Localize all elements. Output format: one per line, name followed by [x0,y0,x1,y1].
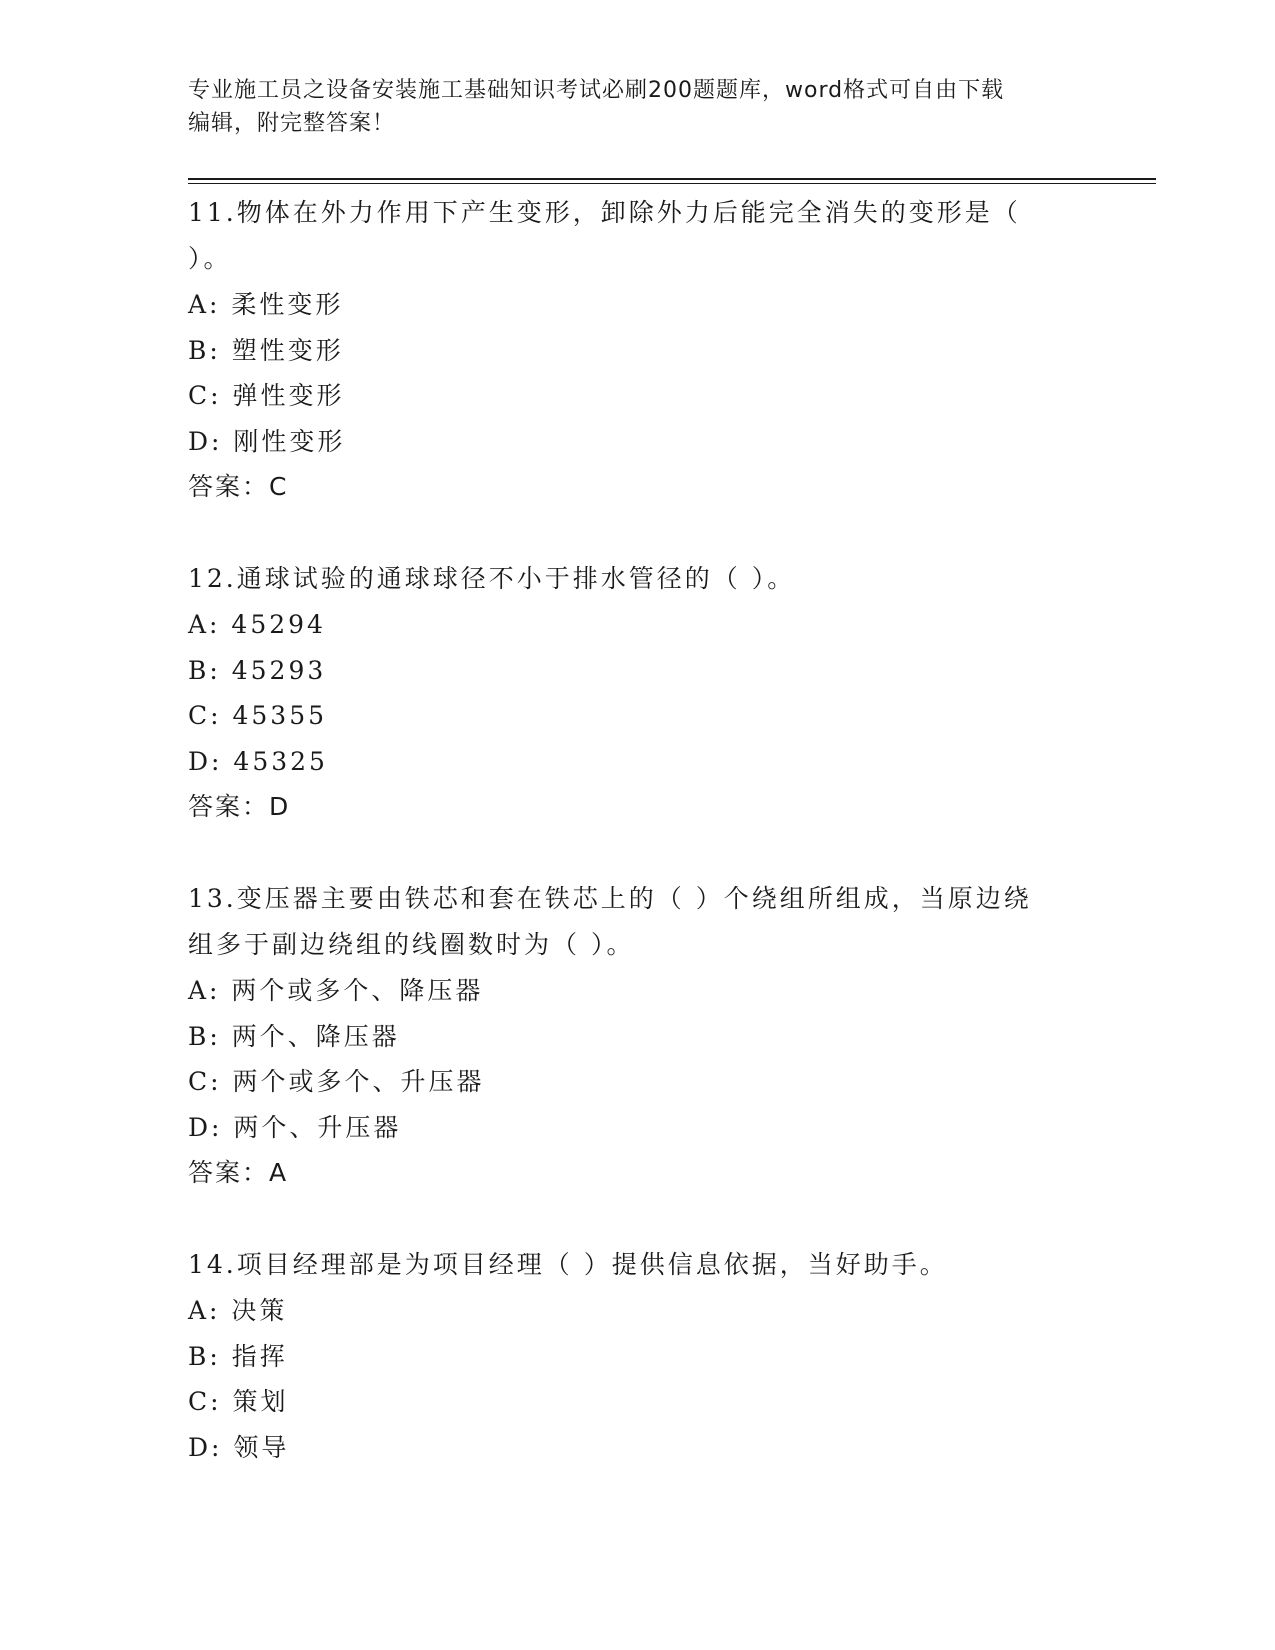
answer: 答案：A [188,1158,289,1187]
question-stem: 11.物体在外力作用下产生变形，卸除外力后能完全消失的变形是（ [188,198,1021,227]
option-b: B: 两个、降压器 [188,1021,400,1051]
option-c: C: 45355 [188,701,328,730]
option-d: D: 两个、升压器 [188,1112,402,1142]
option-b: B: 塑性变形 [188,335,344,365]
option-c: C: 两个或多个、升压器 [188,1067,485,1096]
option-a: A: 45294 [188,610,326,639]
header-line-1: 专业施工员之设备安装施工基础知识考试必刷200题题库，word格式可自由下载 [188,78,1005,103]
question-stem-continued: ）。 [188,244,232,273]
header-divider-thin [188,183,1156,184]
option-c: C: 弹性变形 [188,381,345,410]
option-a: A: 两个或多个、降压器 [188,976,484,1005]
question-stem-continued: 组多于副边绕组的线圈数时为（ ）。 [188,930,635,959]
option-d: D: 刚性变形 [188,426,346,456]
question-11 [188,190,1068,510]
option-a: A: 柔性变形 [188,290,344,319]
option-d: D: 领导 [188,1432,290,1462]
option-c: C: 策划 [188,1387,289,1416]
question-list [188,190,1068,1516]
question-13 [188,876,1068,1196]
question-stem: 13.变压器主要由铁芯和套在铁芯上的（ ）个绕组所组成，当原边绕 [188,884,1032,913]
answer: 答案：D [188,792,291,821]
question-12 [188,556,1068,830]
question-stem: 12.通球试验的通球球径不小于排水管径的（ ）。 [188,564,796,593]
document-header [188,74,1088,140]
option-b: B: 指挥 [188,1341,288,1371]
answer: 答案：C [188,472,289,501]
option-d: D: 45325 [188,746,328,776]
question-stem: 14.项目经理部是为项目经理（ ）提供信息依据，当好助手。 [188,1250,948,1279]
option-b: B: 45293 [188,655,327,685]
question-14 [188,1242,1068,1470]
option-a: A: 决策 [188,1296,288,1325]
header-line-2: 编辑，附完整答案！ [188,111,396,136]
header-divider-thick [188,178,1156,180]
